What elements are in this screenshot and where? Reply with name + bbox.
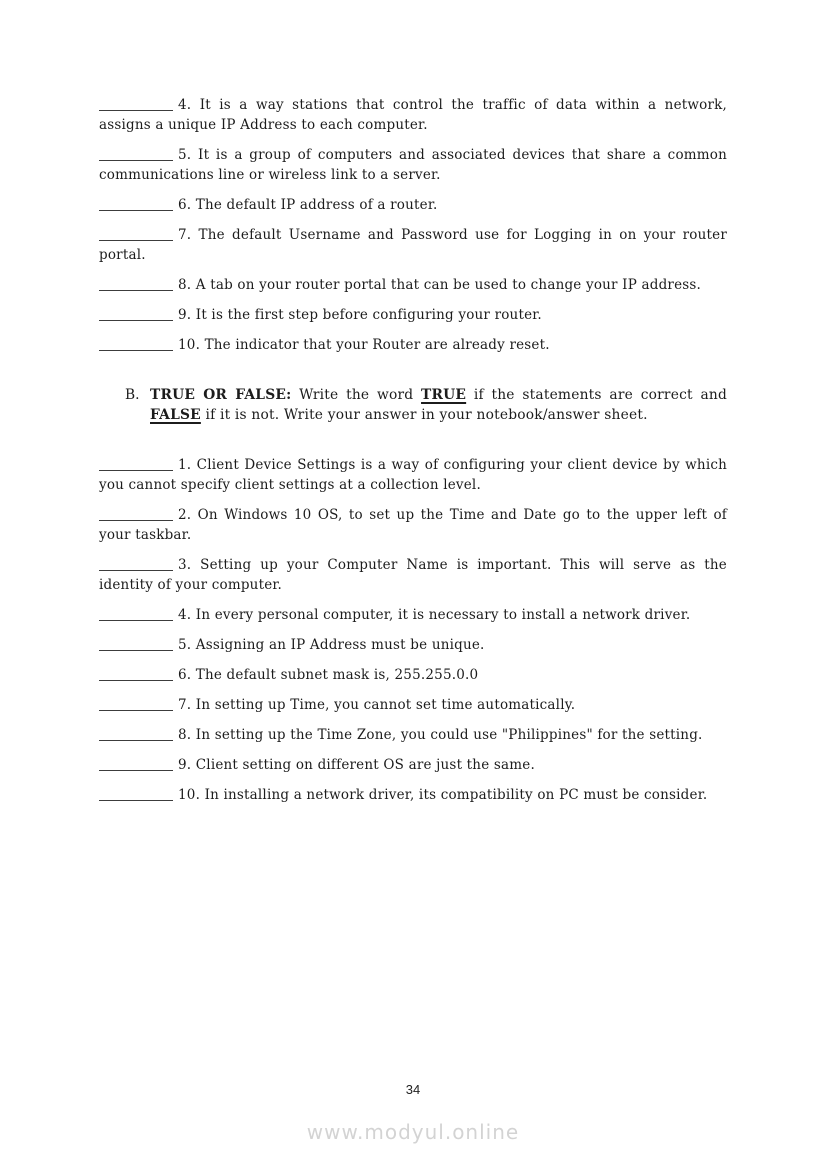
question-text: In every personal computer, it is necessary to install a network driver.: [195, 607, 691, 623]
question-text: Assigning an IP Address must be unique.: [195, 637, 485, 653]
question-item-a5: [99, 145, 727, 185]
question-number: 2.: [178, 507, 192, 523]
question-item-a6: [99, 195, 727, 215]
question-number: 5.: [178, 637, 192, 653]
question-item-a10: [99, 335, 727, 355]
heading-false-word: FALSE: [150, 407, 201, 423]
answer-blank[interactable]: [99, 698, 173, 711]
question-number: 6.: [178, 667, 192, 683]
question-item-b7: [99, 695, 727, 715]
question-item-a4: [99, 95, 727, 135]
answer-blank[interactable]: [99, 788, 173, 801]
question-number: 10.: [178, 787, 201, 803]
question-number: 8.: [178, 727, 192, 743]
question-item-a8: [99, 275, 727, 295]
question-item-b2: [99, 505, 727, 545]
question-text: Client Device Settings is a way of configuring your client device by which you cannot specify client settings at a collection level.: [99, 457, 727, 493]
answer-blank[interactable]: [99, 278, 173, 291]
question-text: A tab on your router portal that can be used to change your IP address.: [195, 277, 702, 293]
heading-title: TRUE OR FALSE:: [150, 387, 292, 403]
answer-blank[interactable]: [99, 228, 173, 241]
heading-true-word: TRUE: [421, 387, 467, 403]
question-text: It is a group of computers and associated devices that share a common communications line or wireless link to a server.: [99, 147, 727, 183]
question-text: On Windows 10 OS, to set up the Time and Date go to the upper left of your taskbar.: [99, 507, 727, 543]
question-item-b9: [99, 755, 727, 775]
answer-blank[interactable]: [99, 338, 173, 351]
question-item-b6: [99, 665, 727, 685]
question-text: Setting up your Computer Name is important. This will serve as the identity of your computer.: [99, 557, 727, 593]
question-text: The default Username and Password use for Logging in on your router portal.: [99, 227, 727, 263]
question-number: 1.: [178, 457, 192, 473]
question-text: Client setting on different OS are just the same.: [195, 757, 535, 773]
question-text: The default subnet mask is, 255.255.0.0: [195, 667, 479, 683]
question-item-b4: [99, 605, 727, 625]
question-number: 9.: [178, 307, 192, 323]
question-number: 7.: [178, 697, 192, 713]
page-number: 34: [405, 1082, 421, 1097]
question-text: In installing a network driver, its compatibility on PC must be consider.: [204, 787, 708, 803]
answer-blank[interactable]: [99, 728, 173, 741]
question-item-b1: [99, 455, 727, 495]
question-number: 3.: [178, 557, 192, 573]
question-item-a9: [99, 305, 727, 325]
heading-seg3: if it is not. Write your answer in your notebook/answer sheet.: [200, 407, 648, 423]
question-number: 8.: [178, 277, 192, 293]
answer-blank[interactable]: [99, 508, 173, 521]
heading-seg2: if the statements are correct and: [466, 387, 728, 403]
answer-blank[interactable]: [99, 668, 173, 681]
question-item-b10: [99, 785, 727, 805]
question-item-b5: [99, 635, 727, 655]
question-number: 7.: [178, 227, 192, 243]
question-item-b3: [99, 555, 727, 595]
question-number: 9.: [178, 757, 192, 773]
answer-blank[interactable]: [99, 758, 173, 771]
answer-blank[interactable]: [99, 458, 173, 471]
question-number: 10.: [178, 337, 201, 353]
question-number: 5.: [178, 147, 192, 163]
section-b-instructions: [150, 385, 727, 425]
watermark-text: www.modyul.online: [306, 1120, 520, 1144]
answer-blank[interactable]: [99, 148, 173, 161]
question-text: It is a way stations that control the traffic of data within a network, assigns a unique IP Address to each computer.: [99, 97, 727, 133]
section-b-label: B.: [125, 387, 140, 403]
question-item-a7: [99, 225, 727, 265]
question-number: 6.: [178, 197, 192, 213]
question-number: 4.: [178, 607, 192, 623]
answer-blank[interactable]: [99, 608, 173, 621]
answer-blank[interactable]: [99, 638, 173, 651]
question-text: In setting up the Time Zone, you could use "Philippines" for the setting.: [195, 727, 703, 743]
question-text: In setting up Time, you cannot set time automatically.: [195, 697, 576, 713]
answer-blank[interactable]: [99, 308, 173, 321]
question-text: It is the first step before configuring your router.: [195, 307, 542, 323]
question-number: 4.: [178, 97, 192, 113]
heading-seg1: Write the word: [291, 387, 422, 403]
answer-blank[interactable]: [99, 198, 173, 211]
section-b-heading: [125, 385, 727, 425]
question-item-b8: [99, 725, 727, 745]
question-text: The indicator that your Router are already reset.: [204, 337, 550, 353]
answer-blank[interactable]: [99, 98, 173, 111]
question-text: The default IP address of a router.: [195, 197, 438, 213]
answer-blank[interactable]: [99, 558, 173, 571]
